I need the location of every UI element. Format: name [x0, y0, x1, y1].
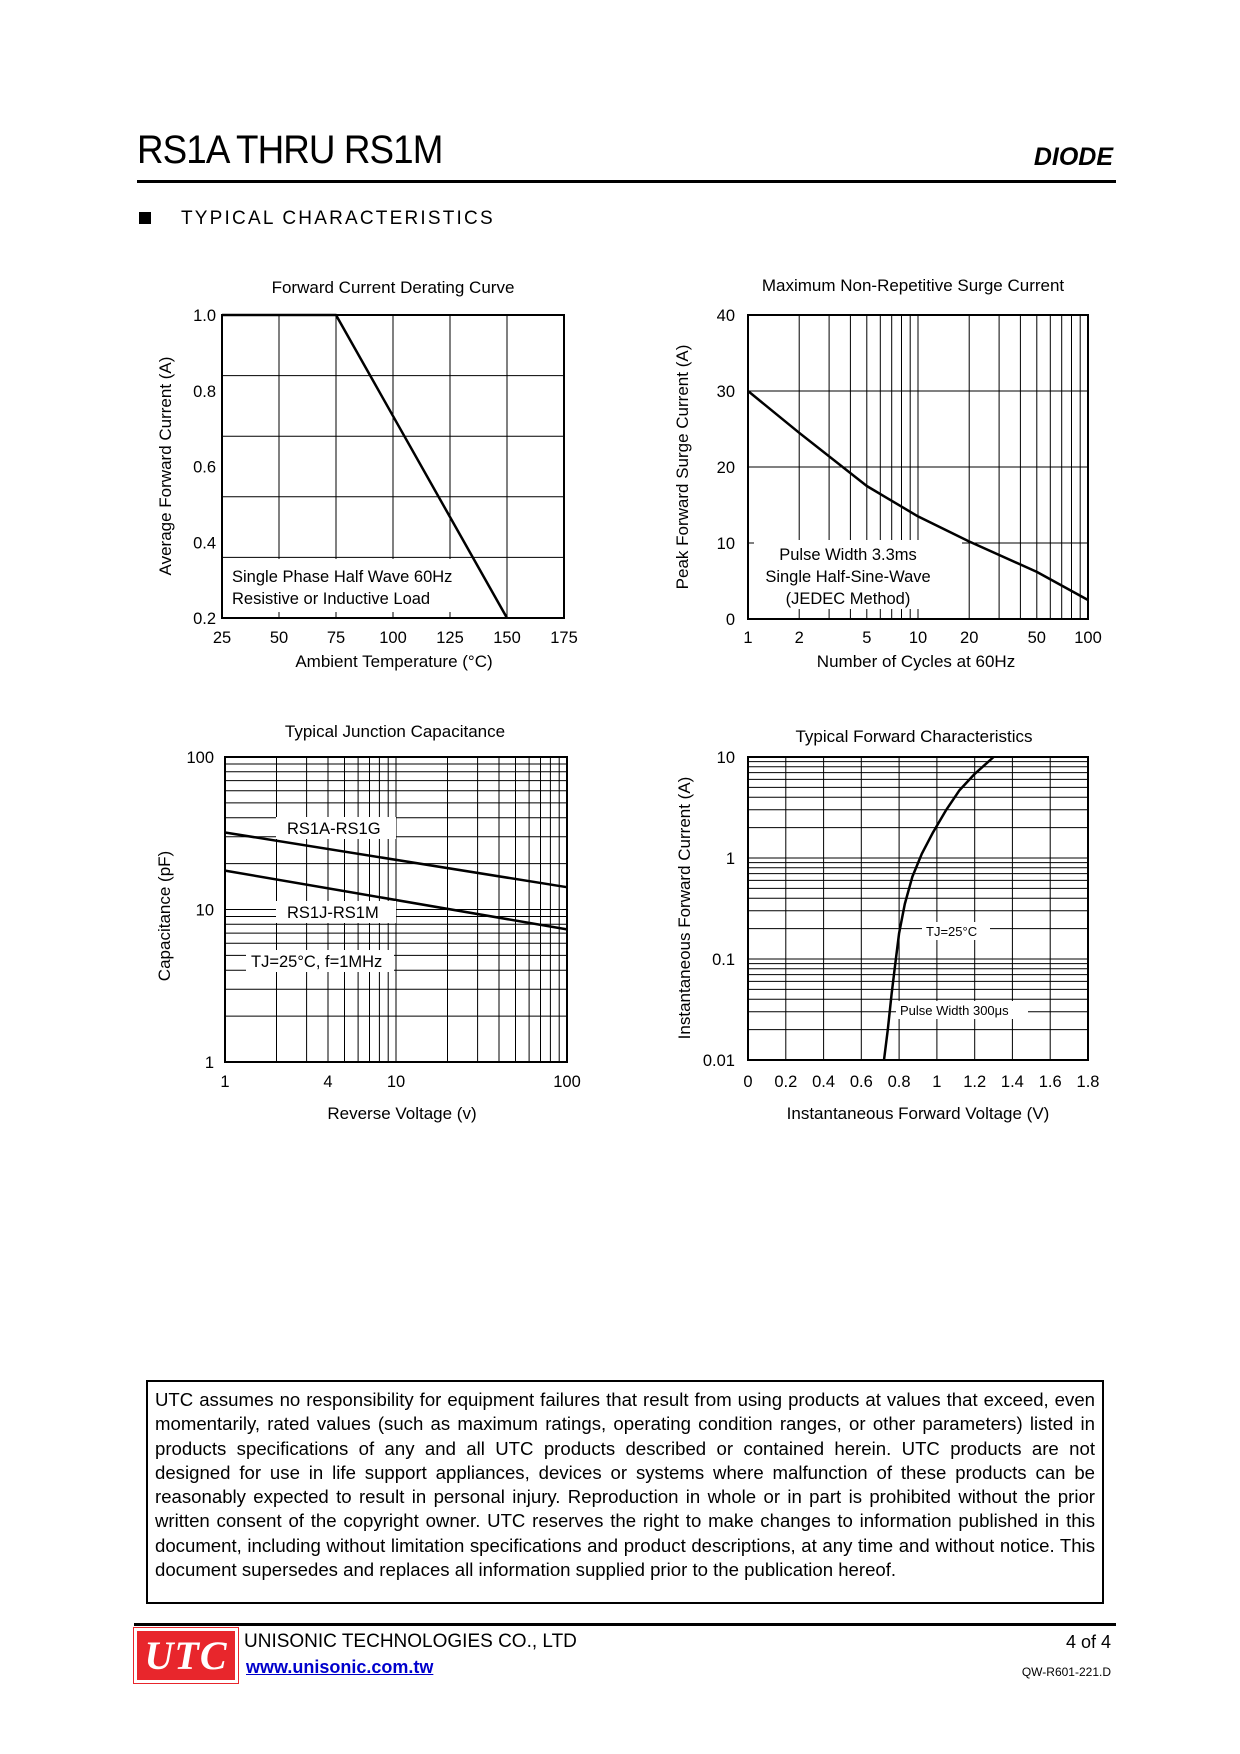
surge-x-tick-labels	[743, 629, 1101, 647]
capacitance-chart	[155, 722, 581, 1123]
surge-x-tick-2: 5	[862, 629, 872, 647]
section-title: TYPICAL CHARACTERISTICS	[181, 208, 495, 229]
capacitance-condition-label: TJ=25°C, f=1MHz	[251, 953, 383, 971]
capacitance-y-tick-2: 100	[186, 749, 214, 767]
derating-x-tick-0: 25	[212, 629, 232, 647]
surge-title: Maximum Non-Repetitive Surge Current	[761, 276, 1065, 295]
derating-x-tick-2: 75	[326, 629, 346, 647]
derating-y-tick-3: 0.8	[193, 382, 216, 401]
derating-x-tick-3: 100	[379, 629, 407, 647]
forward-x-tick-0: 0	[743, 1073, 753, 1091]
surge-y-tick-0: 0	[725, 611, 735, 629]
forward-y-tick-1: 0.1	[712, 951, 735, 969]
forward-condition-label: TJ=25°C	[926, 924, 978, 939]
surge-y-tick-labels	[717, 307, 735, 629]
capacitance-series-label-1: RS1A-RS1G	[287, 820, 381, 838]
surge-x-tick-1: 2	[794, 629, 804, 647]
forward-y-tick-3: 10	[716, 749, 735, 767]
surge-x-tick-6: 100	[1074, 629, 1102, 647]
capacitance-title: Typical Junction Capacitance	[284, 722, 506, 741]
derating-title: Forward Current Derating Curve	[271, 278, 515, 297]
surge-y-tick-1: 10	[716, 535, 735, 553]
forward-y-tick-labels	[703, 749, 735, 1070]
capacitance-x-tick-labels	[220, 1073, 580, 1091]
capacitance-x-tick-3: 100	[553, 1073, 581, 1091]
derating-x-tick-6: 175	[550, 629, 578, 647]
capacitance-x-tick-0: 1	[220, 1073, 230, 1091]
derating-x-tick-5: 150	[493, 629, 521, 647]
document-category: DIODE	[1033, 143, 1113, 171]
forward-x-tick-3: 0.6	[849, 1073, 873, 1091]
forward-x-tick-6: 1.2	[963, 1073, 987, 1091]
forward-pulse-label: Pulse Width 300μs	[900, 1003, 1009, 1018]
derating-y-tick-labels	[193, 307, 216, 628]
derating-x-tick-labels	[213, 629, 578, 647]
utc-logo-text: UTC	[144, 1633, 228, 1678]
derating-x-tick-1: 50	[269, 629, 289, 647]
surge-x-tick-4: 20	[960, 629, 979, 647]
surge-x-tick-0: 1	[743, 629, 753, 647]
forward-x-tick-8: 1.6	[1038, 1073, 1062, 1091]
derating-y-tick-4: 1.0	[193, 307, 216, 325]
surge-annotation-1: Pulse Width 3.3ms	[779, 546, 917, 564]
surge-y-axis-label: Peak Forward Surge Current (A)	[673, 344, 692, 590]
company-website-link[interactable]: www.unisonic.com.tw	[246, 1657, 434, 1677]
surge-y-tick-2: 20	[716, 459, 735, 477]
surge-annotation-3: (JEDEC Method)	[785, 590, 911, 608]
forward-y-axis-label: Instantaneous Forward Current (A)	[675, 776, 694, 1040]
capacitance-y-axis-label: Capacitance (pF)	[155, 850, 174, 982]
capacitance-y-tick-labels	[186, 749, 214, 1072]
surge-annotation-2: Single Half-Sine-Wave	[765, 568, 931, 586]
capacitance-y-tick-0: 1	[204, 1054, 214, 1072]
capacitance-series-label-2: RS1J-RS1M	[287, 904, 379, 922]
derating-x-axis-label: Ambient Temperature (°C)	[295, 652, 493, 671]
forward-x-tick-2: 0.4	[812, 1073, 836, 1091]
derating-annotation-1: Single Phase Half Wave 60Hz	[232, 568, 453, 586]
derating-x-tick-4: 125	[436, 629, 464, 647]
forward-x-tick-5: 1	[932, 1073, 942, 1091]
company-name: UNISONIC TECHNOLOGIES CO., LTD	[244, 1631, 577, 1652]
capacitance-x-tick-1: 4	[323, 1073, 333, 1091]
page-number: 4 of 4	[1065, 1632, 1111, 1652]
forward-x-axis-label: Instantaneous Forward Voltage (V)	[786, 1104, 1050, 1123]
document-code: QW-R601-221.D	[1021, 1665, 1111, 1679]
surge-chart	[673, 276, 1102, 671]
capacitance-x-axis-label: Reverse Voltage (v)	[327, 1104, 477, 1123]
utc-logo	[134, 1628, 238, 1683]
capacitance-y-tick-1: 10	[195, 901, 214, 920]
derating-annotation-2: Resistive or Inductive Load	[232, 590, 431, 608]
forward-y-tick-0: 0.01	[702, 1052, 735, 1070]
forward-chart	[675, 727, 1099, 1123]
forward-x-tick-labels	[743, 1073, 1099, 1091]
capacitance-x-tick-2: 10	[386, 1073, 406, 1091]
derating-chart	[156, 278, 578, 671]
forward-x-tick-7: 1.4	[1000, 1073, 1024, 1091]
surge-x-axis-label: Number of Cycles at 60Hz	[816, 652, 1016, 671]
surge-x-tick-3: 10	[908, 629, 928, 647]
surge-y-tick-3: 30	[716, 383, 735, 401]
derating-y-tick-2: 0.6	[193, 458, 216, 477]
surge-y-tick-4: 40	[716, 307, 735, 325]
footer-divider	[134, 1623, 1116, 1626]
derating-y-tick-1: 0.4	[193, 534, 216, 553]
surge-x-tick-5: 50	[1027, 629, 1046, 647]
disclaimer-box: UTC assumes no responsibility for equipment failures that result from using products at values that exceed, even momentarily, rated values (such as maximum ratings, operating condition ranges, or other parameters) listed in products specifications of any and all UTC products described or contained herein. UTC products are not designed for use in life support appliances, devices or systems where malfunction of these products can be reasonably expected to result in personal injury. Reproduction in whole or in part is prohibited without the prior written consent of the copyright owner. UTC reserves the right to make changes to information published in this document, including without limitation specifications and product descriptions, at any time and without notice. This document supersedes and replaces all information supplied prior to the publication hereof.	[146, 1380, 1104, 1604]
derating-y-tick-0: 0.2	[193, 610, 216, 628]
forward-title: Typical Forward Characteristics	[795, 727, 1033, 746]
document-title: RS1A THRU RS1M	[137, 128, 443, 172]
forward-x-tick-1: 0.2	[774, 1073, 798, 1091]
forward-x-tick-9: 1.8	[1076, 1073, 1100, 1091]
derating-y-axis-label: Average Forward Current (A)	[156, 356, 175, 576]
forward-x-tick-4: 0.8	[887, 1073, 911, 1091]
forward-y-tick-2: 1	[725, 850, 735, 868]
